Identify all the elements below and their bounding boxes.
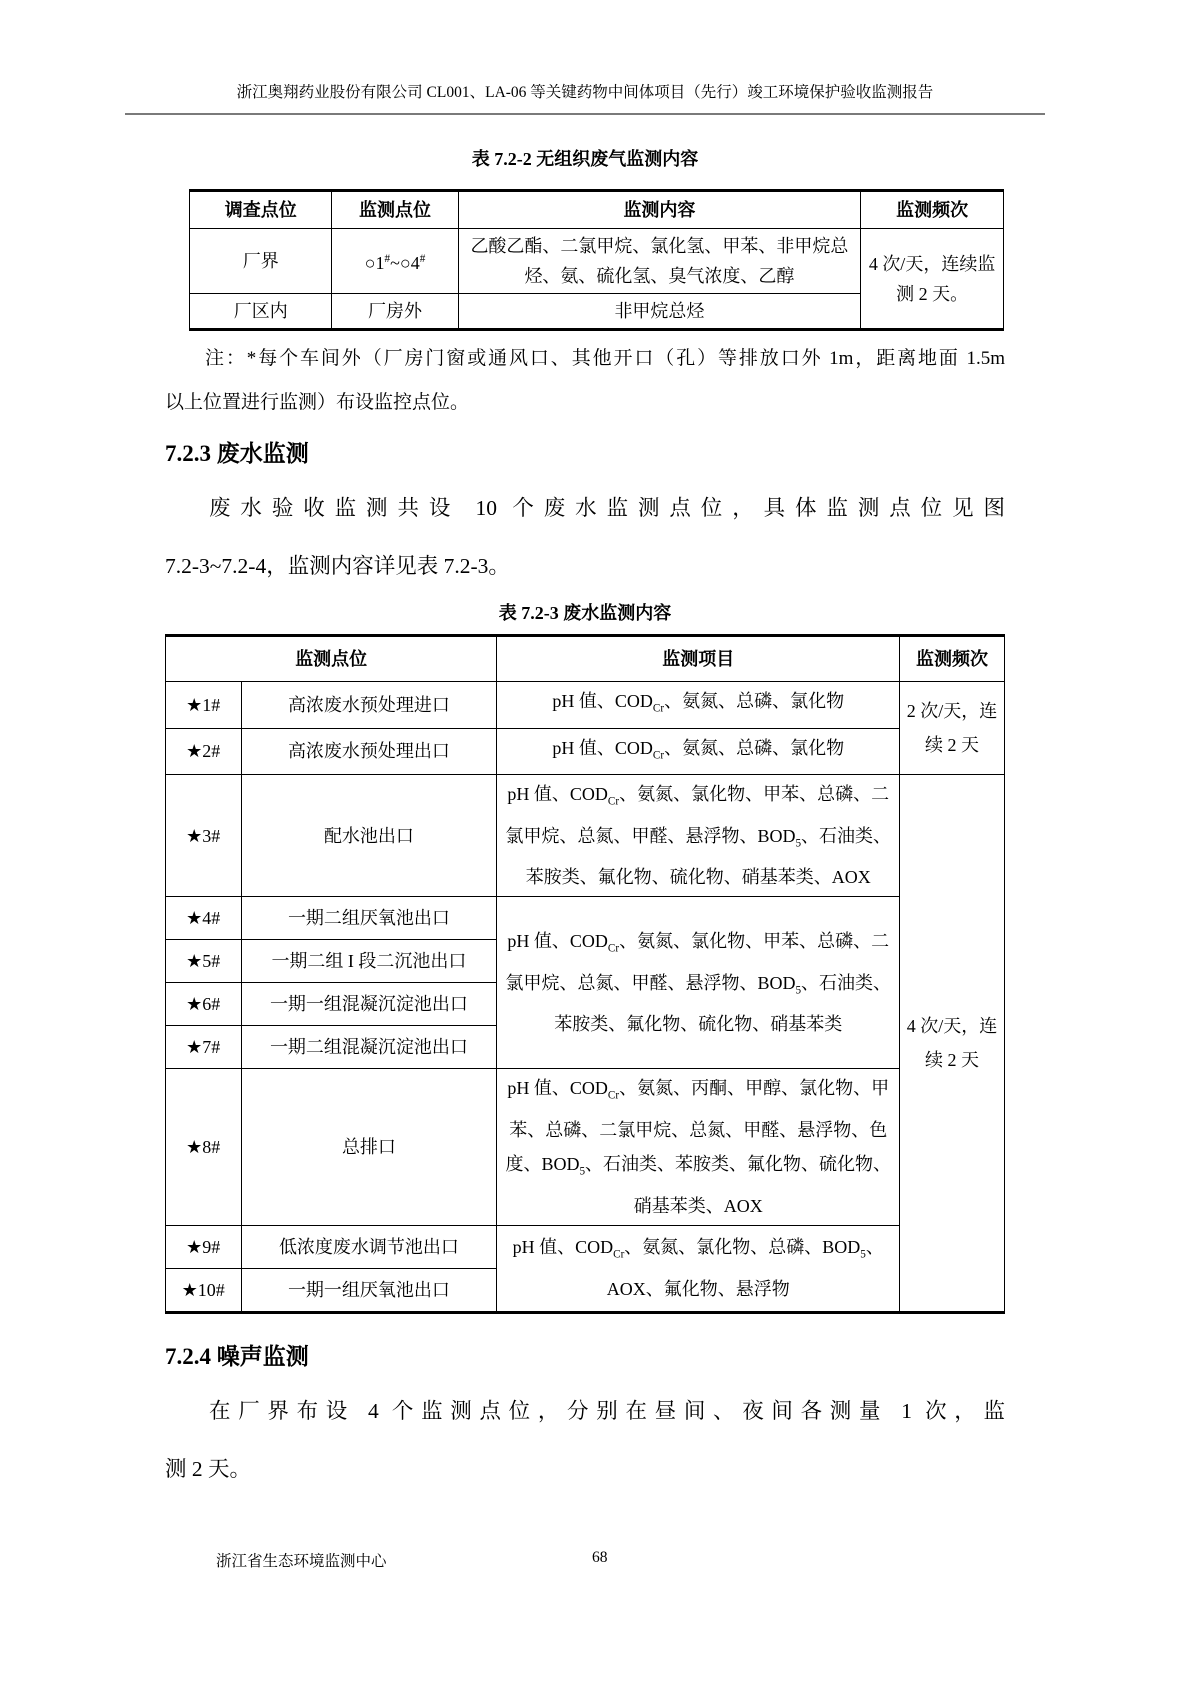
gas-items: 乙酸乙酯、二氯甲烷、氯化氢、甲苯、非甲烷总烃、氨、硫化氢、臭气浓度、乙醇: [458, 229, 861, 294]
gas-monitor-point: 厂房外: [332, 294, 458, 330]
page-content: [165, 0, 1005, 1498]
ww-header-monitor-point: 监测点位: [166, 636, 497, 682]
ww-point-name: 低浓度废水调节池出口: [241, 1225, 497, 1268]
gas-survey-point: 厂界: [190, 229, 332, 294]
ww-point-name: 一期一组厌氧池出口: [241, 1268, 497, 1312]
ww-point-id: ★6#: [166, 983, 242, 1026]
section-heading-724: 7.2.4 噪声监测: [165, 1343, 309, 1369]
gas-table-header-row: [190, 191, 1004, 229]
ww-point-name: 总排口: [241, 1069, 497, 1225]
ww-table-header-row: [166, 636, 1005, 682]
gas-frequency: 4 次/天，连续监测 2 天。: [861, 229, 1003, 330]
table-row: [166, 1069, 1005, 1225]
ww-point-name: 高浓废水预处理进口: [241, 682, 497, 729]
paragraph-line: 测 2 天。: [165, 1456, 252, 1481]
section-heading-723: 7.2.3 废水监测: [165, 441, 309, 466]
gas-header-items: 监测内容: [458, 191, 861, 229]
ww-point-name: 一期二组厌氧池出口: [241, 897, 497, 940]
section-723-paragraph: [165, 479, 1005, 595]
ww-point-id: ★2#: [166, 728, 242, 775]
section-724-paragraph: [165, 1382, 1005, 1498]
ww-point-id: ★8#: [166, 1069, 242, 1225]
gas-header-monitor-point: 监测点位: [332, 191, 458, 229]
ww-items: pH 值、$COD_{Cr}$、氨氮、氯化物、总磷、$BOD_5$、AOX、氟化物、悬浮物: [497, 1225, 900, 1312]
note-line-1: 注：*每个车间外（厂房门窗或通风口、其他开口（孔）等排放口外 1m，距离地面 1.5m: [205, 348, 1005, 369]
running-header: 浙江奥翔药业股份有限公司 CL001、LA-06 等关键药物中间体项目（先行）竣工环境保护验收监测报告: [125, 80, 1045, 115]
footer-organization: 浙江省生态环境监测中心: [216, 1553, 387, 1570]
table-row: [190, 229, 1004, 294]
note-line-2: 以上位置进行监测）布设监控点位。: [165, 392, 470, 413]
ww-items: pH 值、$COD_{Cr}$、氨氮、总磷、氯化物: [497, 728, 900, 775]
table-row: [166, 775, 1005, 897]
paragraph-line: 7.2-3~7.2-4，监测内容详见表 7.2-3。: [165, 554, 510, 578]
ww-items: pH 值、$COD_{Cr}$、氨氮、丙酮、甲醇、氯化物、甲苯、总磷、二氯甲烷、总氮、甲醛、悬浮物、色度、$BOD_5$、石油类、苯胺类、氟化物、硫化物、硝基苯类、AOX: [497, 1069, 900, 1225]
gas-monitoring-table: [189, 189, 1004, 331]
ww-point-id: ★10#: [166, 1268, 242, 1312]
paragraph-line: 废水验收监测共设 10 个废水监测点位，具体监测点位见图: [209, 496, 1005, 520]
gas-items: 非甲烷总烃: [458, 294, 861, 330]
ww-point-id: ★5#: [166, 940, 242, 983]
ww-header-items: 监测项目: [497, 636, 900, 682]
table-row: [166, 1225, 1005, 1268]
wastewater-table-title: 表 7.2-3 废水监测内容: [498, 603, 672, 623]
footer-page-number: 68: [592, 1549, 608, 1566]
gas-table-note: [165, 337, 1005, 425]
table-row: [166, 682, 1005, 729]
ww-point-name: 一期一组混凝沉淀池出口: [241, 983, 497, 1026]
gas-survey-point: 厂区内: [190, 294, 332, 330]
gas-table-title: 表 7.2-2 无组织废气监测内容: [471, 149, 699, 169]
ww-point-id: ★3#: [166, 775, 242, 897]
ww-items: pH 值、$COD_{Cr}$、氨氮、氯化物、甲苯、总磷、二氯甲烷、总氮、甲醛、悬浮物、$BOD_5$、石油类、苯胺类、氟化物、硫化物、硝基苯类: [497, 897, 900, 1069]
table-row: [166, 728, 1005, 775]
ww-point-id: ★4#: [166, 897, 242, 940]
ww-point-name: 一期二组 I 段二沉池出口: [241, 940, 497, 983]
ww-point-name: 一期二组混凝沉淀池出口: [241, 1026, 497, 1069]
ww-point-id: ★1#: [166, 682, 242, 729]
wastewater-monitoring-table: [165, 634, 1005, 1314]
gas-header-survey-point: 调查点位: [190, 191, 332, 229]
ww-point-id: ★7#: [166, 1026, 242, 1069]
ww-frequency: 2 次/天，连续 2 天: [900, 682, 1005, 775]
ww-point-name: 高浓废水预处理出口: [241, 728, 497, 775]
ww-point-id: ★9#: [166, 1225, 242, 1268]
ww-items: pH 值、$COD_{Cr}$、氨氮、氯化物、甲苯、总磷、二氯甲烷、总氮、甲醛、悬浮物、$BOD_5$、石油类、苯胺类、氟化物、硫化物、硝基苯类、AOX: [497, 775, 900, 897]
ww-frequency: 4 次/天，连续 2 天: [900, 775, 1005, 1312]
table-row: [166, 897, 1005, 940]
ww-items: pH 值、$COD_{Cr}$、氨氮、总磷、氯化物: [497, 682, 900, 729]
ww-point-name: 配水池出口: [241, 775, 497, 897]
gas-header-frequency: 监测频次: [861, 191, 1003, 229]
paragraph-line: 在厂界布设 4 个监测点位，分别在昼间、夜间各测量 1 次，监: [209, 1398, 1005, 1423]
ww-header-frequency: 监测频次: [900, 636, 1005, 682]
gas-monitor-point: ○1#~○4#: [332, 229, 458, 294]
